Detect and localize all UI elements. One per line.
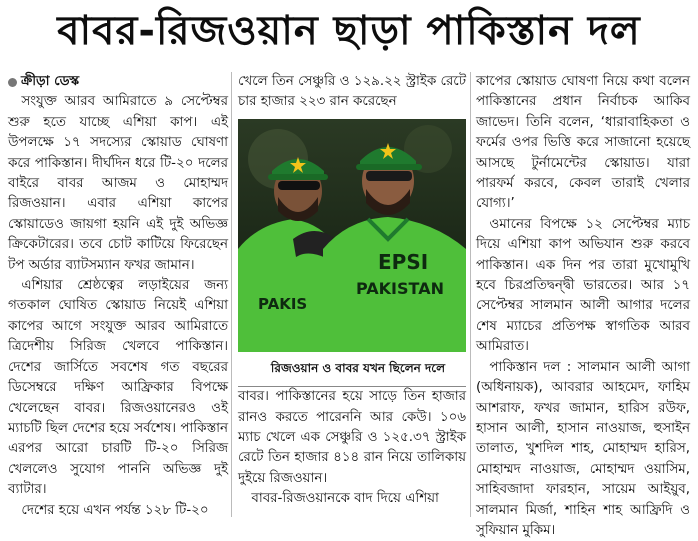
paragraph: সংযুক্ত আরব আমিরাতে ৯ সেপ্টেম্বর শুরু হতে যাচ্ছে এশিয়া কাপ। এই উপলক্ষে ১৭ সদস্যের স্কোয়াড ঘোষণা করে পাকিস্তান। দীর্ঘদিন ধরে টি-২০ দলের বাইরে বাবর আজম ও মোহাম্মদ রিজওয়ান। এবার এশিয়া কাপের স্কোয়াডেও জায়গা হয়নি এই দুই অভিজ্ঞ ক্রিকেটারের। তবে চোট কাটিয়ে ফিরেছেন টপ অর্ডার ব্যাটসম্যান ফখর জামান। — [8, 94, 228, 273]
paragraph: খেলে তিন সেঞ্চুরি ও ১২৯.২২ স্ট্রাইক রেটে চার হাজার ২২৩ রান করেছেন — [238, 74, 466, 110]
article-column-2 — [238, 72, 466, 510]
column-divider — [231, 72, 232, 517]
desk-byline — [8, 72, 228, 92]
shirt-text-left: PAKIS — [258, 294, 308, 313]
article-column-3 — [476, 72, 690, 541]
paragraph: দেশের হয়ে এখন পর্যন্ত ১২৮ টি-২০ — [21, 502, 209, 518]
photo-caption: রিজওয়ান ও বাবর যখন ছিলেন দলে — [238, 352, 466, 387]
shirt-text-right-1: EPSI — [378, 249, 429, 274]
paragraph: কাপের স্কোয়াড ঘোষণা নিয়ে কথা বলেন পাকিস্তানের প্রধান নির্বাচক আকিব জাভেদ। তিনি বলেন, ‘ধারাবাহিকতা ও ফর্মের ওপর ভিত্তি করে সাজানো হয়েছে আসছে টুর্নামেন্টের স্কোয়াড। যারা পারফর্ম করবে, কেবল তারাই খেলার যোগ্য।’ — [476, 74, 690, 212]
paragraph: এশিয়ার শ্রেষ্ঠত্বের লড়াইয়ের জন্য গতকাল ঘোষিত স্কোয়াড নিয়েই এশিয়া কাপের আগে সংযুক্ত আরব আমিরাতে ত্রিদেশীয় সিরিজ খেলবে পাকিস্তান। দেশের জার্সিতে সবশেষ গত বছরের ডিসেম্বরে দক্ষিণ আফ্রিকার বিপক্ষে খেলেছেন বাবর। রিজওয়ানেরও ওই ম্যাচটি ছিল দেশের হয়ে সর্বশেষ। পাকিস্তান এরপর আরো চারটি টি-২০ সিরিজ খেললেও সুযোগ পাননি অভিজ্ঞ দুই ব্যাটার। — [8, 278, 228, 498]
paragraph: বাবর-রিজওয়ানকে বাদ দিয়ে এশিয়া — [251, 491, 439, 507]
headline: বাবর-রিজওয়ান ছাড়া পাকিস্তান দল — [57, 7, 641, 54]
bullet-icon — [8, 78, 17, 87]
desk-label: ক্রীড়া ডেস্ক — [21, 74, 80, 89]
paragraph: পাকিস্তান দল : সালমান আলী আগা (অধিনায়ক), আবরার আহমেদ, ফাহিম আশরাফ, ফখর জামান, হারিস রউফ, হাসান আলী, হাসান নাওয়াজ, হুসাইন তালাত, খুশদিল শাহ, মোহাম্মদ হারিস, মোহাম্মদ নাওয়াজ, মোহাম্মদ ওয়াসিম, সাহিবজাদা ফারহান, সায়েম আইয়ুব, সালমান মির্জা, শাহিন শাহ আফ্রিদি ও সুফিয়ান মুকিম। — [476, 359, 690, 538]
shirt-text-right-2: PAKISTAN — [356, 278, 444, 298]
paragraph: ওমানের বিপক্ষে ১২ সেপ্টেম্বর ম্যাচ দিয়ে এশিয়া কাপ অভিযান শুরু করবে পাকিস্তান। এক দিন পর তারা মুখোমুখি হবে চিরপ্রতিদ্বন্দ্বী ভারতের। আর ১৭ সেপ্টেম্বর সালমান আলী আগার দলের শেষ ম্যাচের প্রতিপক্ষ স্বাগতিক আরব আমিরাত। — [476, 216, 690, 355]
column-divider — [470, 72, 471, 517]
players-photo — [238, 119, 466, 352]
players-illustration — [238, 119, 466, 352]
paragraph: বাবর। পাকিস্তানের হয়ে সাড়ে তিন হাজার রানও করতে পারেননি আর কেউ। ১০৬ ম্যাচ খেলে এক সেঞ্চুরি ও ১২৫.৩৭ স্ট্রাইক রেটে তিন হাজার ৪১৪ রান নিয়ে তালিকায় দুইয়ে রিজওয়ান। — [238, 389, 466, 486]
article-column-1 — [8, 72, 228, 521]
